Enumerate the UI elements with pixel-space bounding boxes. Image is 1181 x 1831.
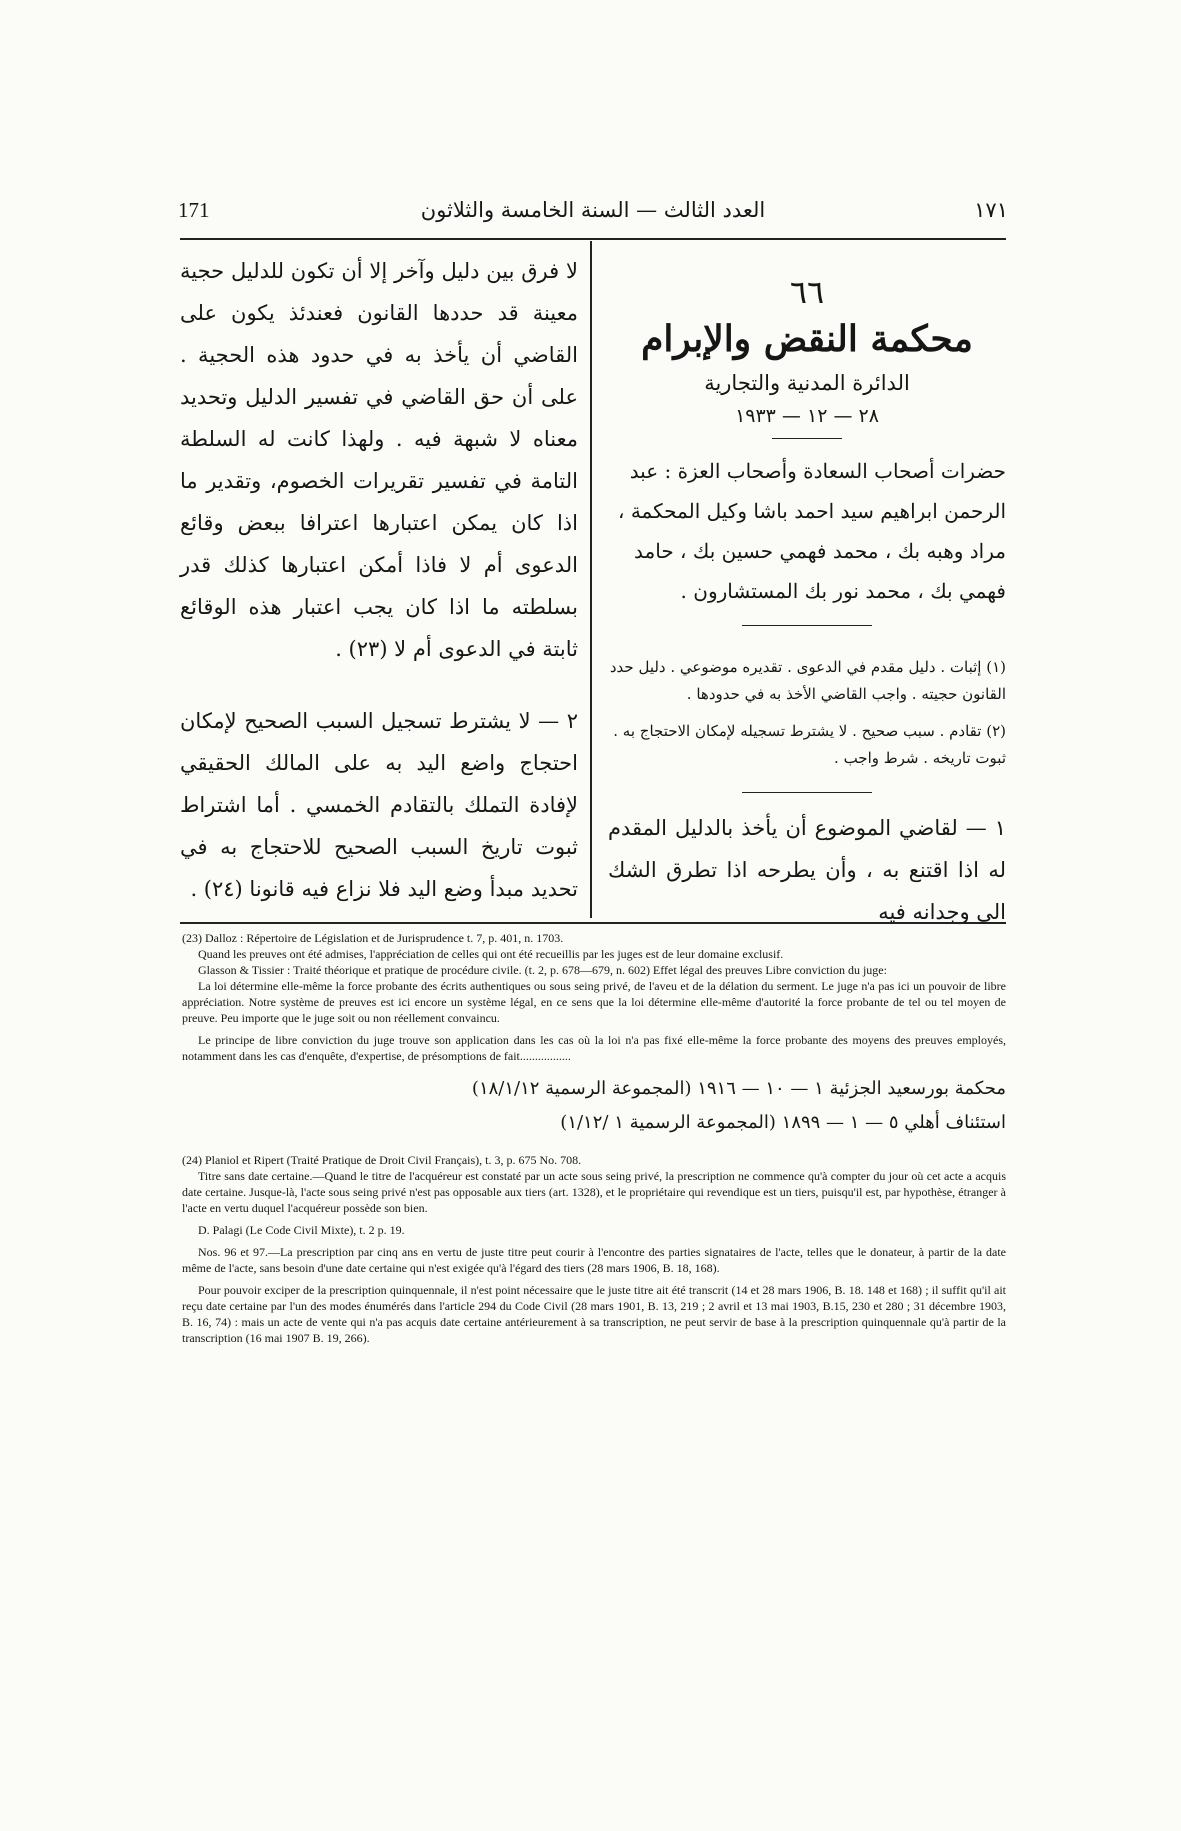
footnote-rule (180, 922, 1006, 924)
footnote-text: Nos. 96 et 97.—La prescription par cinq ans en vertu de juste titre peut courir à l'encontre des parties signataires de l'acte, telles que le donateur, à partir de la date même de l'acte, sans besoin d'une date certaine qui n'est exigée qu'à l'égard des tiers (28 mars 1906, B. 18, 168). (182, 1245, 1006, 1275)
section-rule (742, 792, 872, 793)
page-header (178, 198, 1008, 232)
legal-rule-1: ١ — لقاضي الموضوع أن يأخذ بالدليل المقدم له اذا اقتنع به ، وأن يطرحه اذا تطرق الشك الى وجدانه فيه (608, 816, 1006, 924)
legal-rule-2: ٢ — لا يشترط تسجيل السبب الصحيح لإمكان احتجاج واضع اليد به على المالك الحقيقي لإفادة التملك بالتقادم الخمسي . أما اشتراط ثبوت تاريخ السبب الصحيح للاحتجاج به في تحديد مبدأ وضع اليد فلا نزاع فيه قانونا (٢٤) . (180, 709, 578, 901)
case-number: ٦٦ (789, 273, 825, 311)
footnote-text: Quand les preuves ont été admises, l'appréciation de celles qui ont été recueillis par les juges est de leur domaine exclusif. (198, 947, 784, 961)
footnote-text: Pour pouvoir exciper de la prescription quinquennale, il n'est point nécessaire que le juste titre ait été transcrit (14 et 28 mars 1906, B. 18. 148 et 168) ; il suffit qu'il ait reçu date certaine par l'un des modes énumérés dans l'article 294 du Code Civil (28 mars 1901, B. 13, 219 ; 2 avril et 13 mai 1903, B.15, 230 et 280 ; 31 décembre 1903, B. 16, 74) : mais un acte de vente qui n'a pas acquis date certaine antérieurement à sa transcription, ne peut servir de base à la prescription quinquennale qu'à partir de la transcription (16 mai 1907 B. 19, 266). (182, 1283, 1006, 1345)
arabic-citation: استئناف أهلي ٥ — ١ — ١٨٩٩ (المجموعة الرسمية ١ /١/١٢) (560, 1112, 1006, 1133)
footnote-text: Glasson & Tissier : Traité théorique et pratique de procédure civile. (t. 2, p. 678—679, n. 602) Effet légal des preuves Libre conviction du juge: (198, 963, 887, 977)
left-column (180, 250, 578, 910)
footnote-23-heading: (23) Dalloz : Répertoire de Législation et de Jurisprudence t. 7, p. 401, n. 1703. (182, 931, 564, 945)
right-column (608, 250, 1006, 933)
footnote-24-heading: (24) Planiol et Ripert (Traité Pratique de Droit Civil Français), t. 3, p. 675 No. 708. (182, 1153, 582, 1167)
column-divider (590, 241, 592, 918)
arabic-citation: محكمة بورسعيد الجزئية ١ — ١٠ — ١٩١٦ (المجموعة الرسمية ١٨/١/١٢) (471, 1078, 1006, 1099)
summary-block (608, 654, 1006, 772)
chamber-name: الدائرة المدنية والتجارية (704, 371, 910, 395)
section-rule (772, 438, 842, 439)
page-number-arabic: ١٧١ (974, 198, 1008, 222)
summary-item: (٢) تقادم . سبب صحيح . لا يشترط تسجيله لإمكان الاحتجاج به . ثبوت تاريخه . شرط واجب . (613, 722, 1006, 767)
footnote-text: La loi détermine elle-même la force probante des écrits authentiques ou sous seing privé, de l'aveu et de la délation du serment. Le juge n'a pas ici un pouvoir de libre appréciation. Notre système de preuves est ici encore un système légal, en ce sens que la loi détermine elle-même d'autorité la force probante de tel ou tel moyen de preuve. Peu importe que le juge soit ou non réellement convaincu. (182, 979, 1006, 1025)
footnote-text: Titre sans date certaine.—Quand le titre de l'acquéreur est constaté par un acte sous seing privé, la prescription ne commence qu'à compter du jour où cet acte a acquis date certaine. Jusque-là, l'acte sous seing privé n'est pas opposable aux tiers (art. 1328), et le propriétaire qui revendique est un tiers, puisqu'il est, par hypothèse, étranger à l'acte en vertu duquel l'acquéreur possède son bien. (182, 1169, 1006, 1215)
footnote-text: Le principe de libre conviction du juge trouve son application dans les cas où la loi n'a pas fixé elle-même la force probante des moyens des preuves employés, notamment dans les cas d'enquête, d'expertise, de présomptions de fait................. (182, 1033, 1006, 1063)
body-paragraph: لا فرق بين دليل وآخر إلا أن تكون للدليل حجية معينة قد حددها القانون فعندئذ يكون على القاضي أن يأخذ به في حدود هذه الحجية . على أن حق القاضي في تفسير الدليل وتحديد معناه لا شبهة فيه . ولهذا كانت له السلطة التامة في تفسير تقريرات الخصوم، وتقدير ما اذا كان يمكن اعتبارها اعترافا ببعض وقائع الدعوى أم لا فاذا أمكن اعتبارها كذلك قدر بسلطته ما اذا كان يجب اعتبار هذه الوقائع ثابتة في الدعوى أم لا (٢٣) . (180, 259, 578, 661)
court-name: محكمة النقض والإبرام (641, 318, 973, 360)
judges-panel: حضرات أصحاب السعادة وأصحاب العزة : عبد الرحمن ابراهيم سيد احمد باشا وكيل المحكمة ، مراد وهبه بك ، محمد فهمي حسين بك ، حامد فهمي بك ، محمد نور بك المستشارون . (618, 459, 1006, 603)
footnotes (182, 930, 1006, 1346)
footnote-text: D. Palagi (Le Code Civil Mixte), t. 2 p. 19. (198, 1223, 405, 1237)
page-number-latin: 171 (178, 198, 210, 222)
running-title: العدد الثالث — السنة الخامسة والثلاثون (420, 198, 766, 222)
judgment-date: ٢٨ — ١٢ — ١٩٣٣ (735, 405, 879, 427)
header-rule (180, 238, 1006, 240)
summary-item: (١) إثبات . دليل مقدم في الدعوى . تقديره موضوعي . دليل حدد القانون حجيته . واجب القاضي الأخذ به في حدودها . (609, 658, 1006, 703)
section-rule (742, 625, 872, 626)
